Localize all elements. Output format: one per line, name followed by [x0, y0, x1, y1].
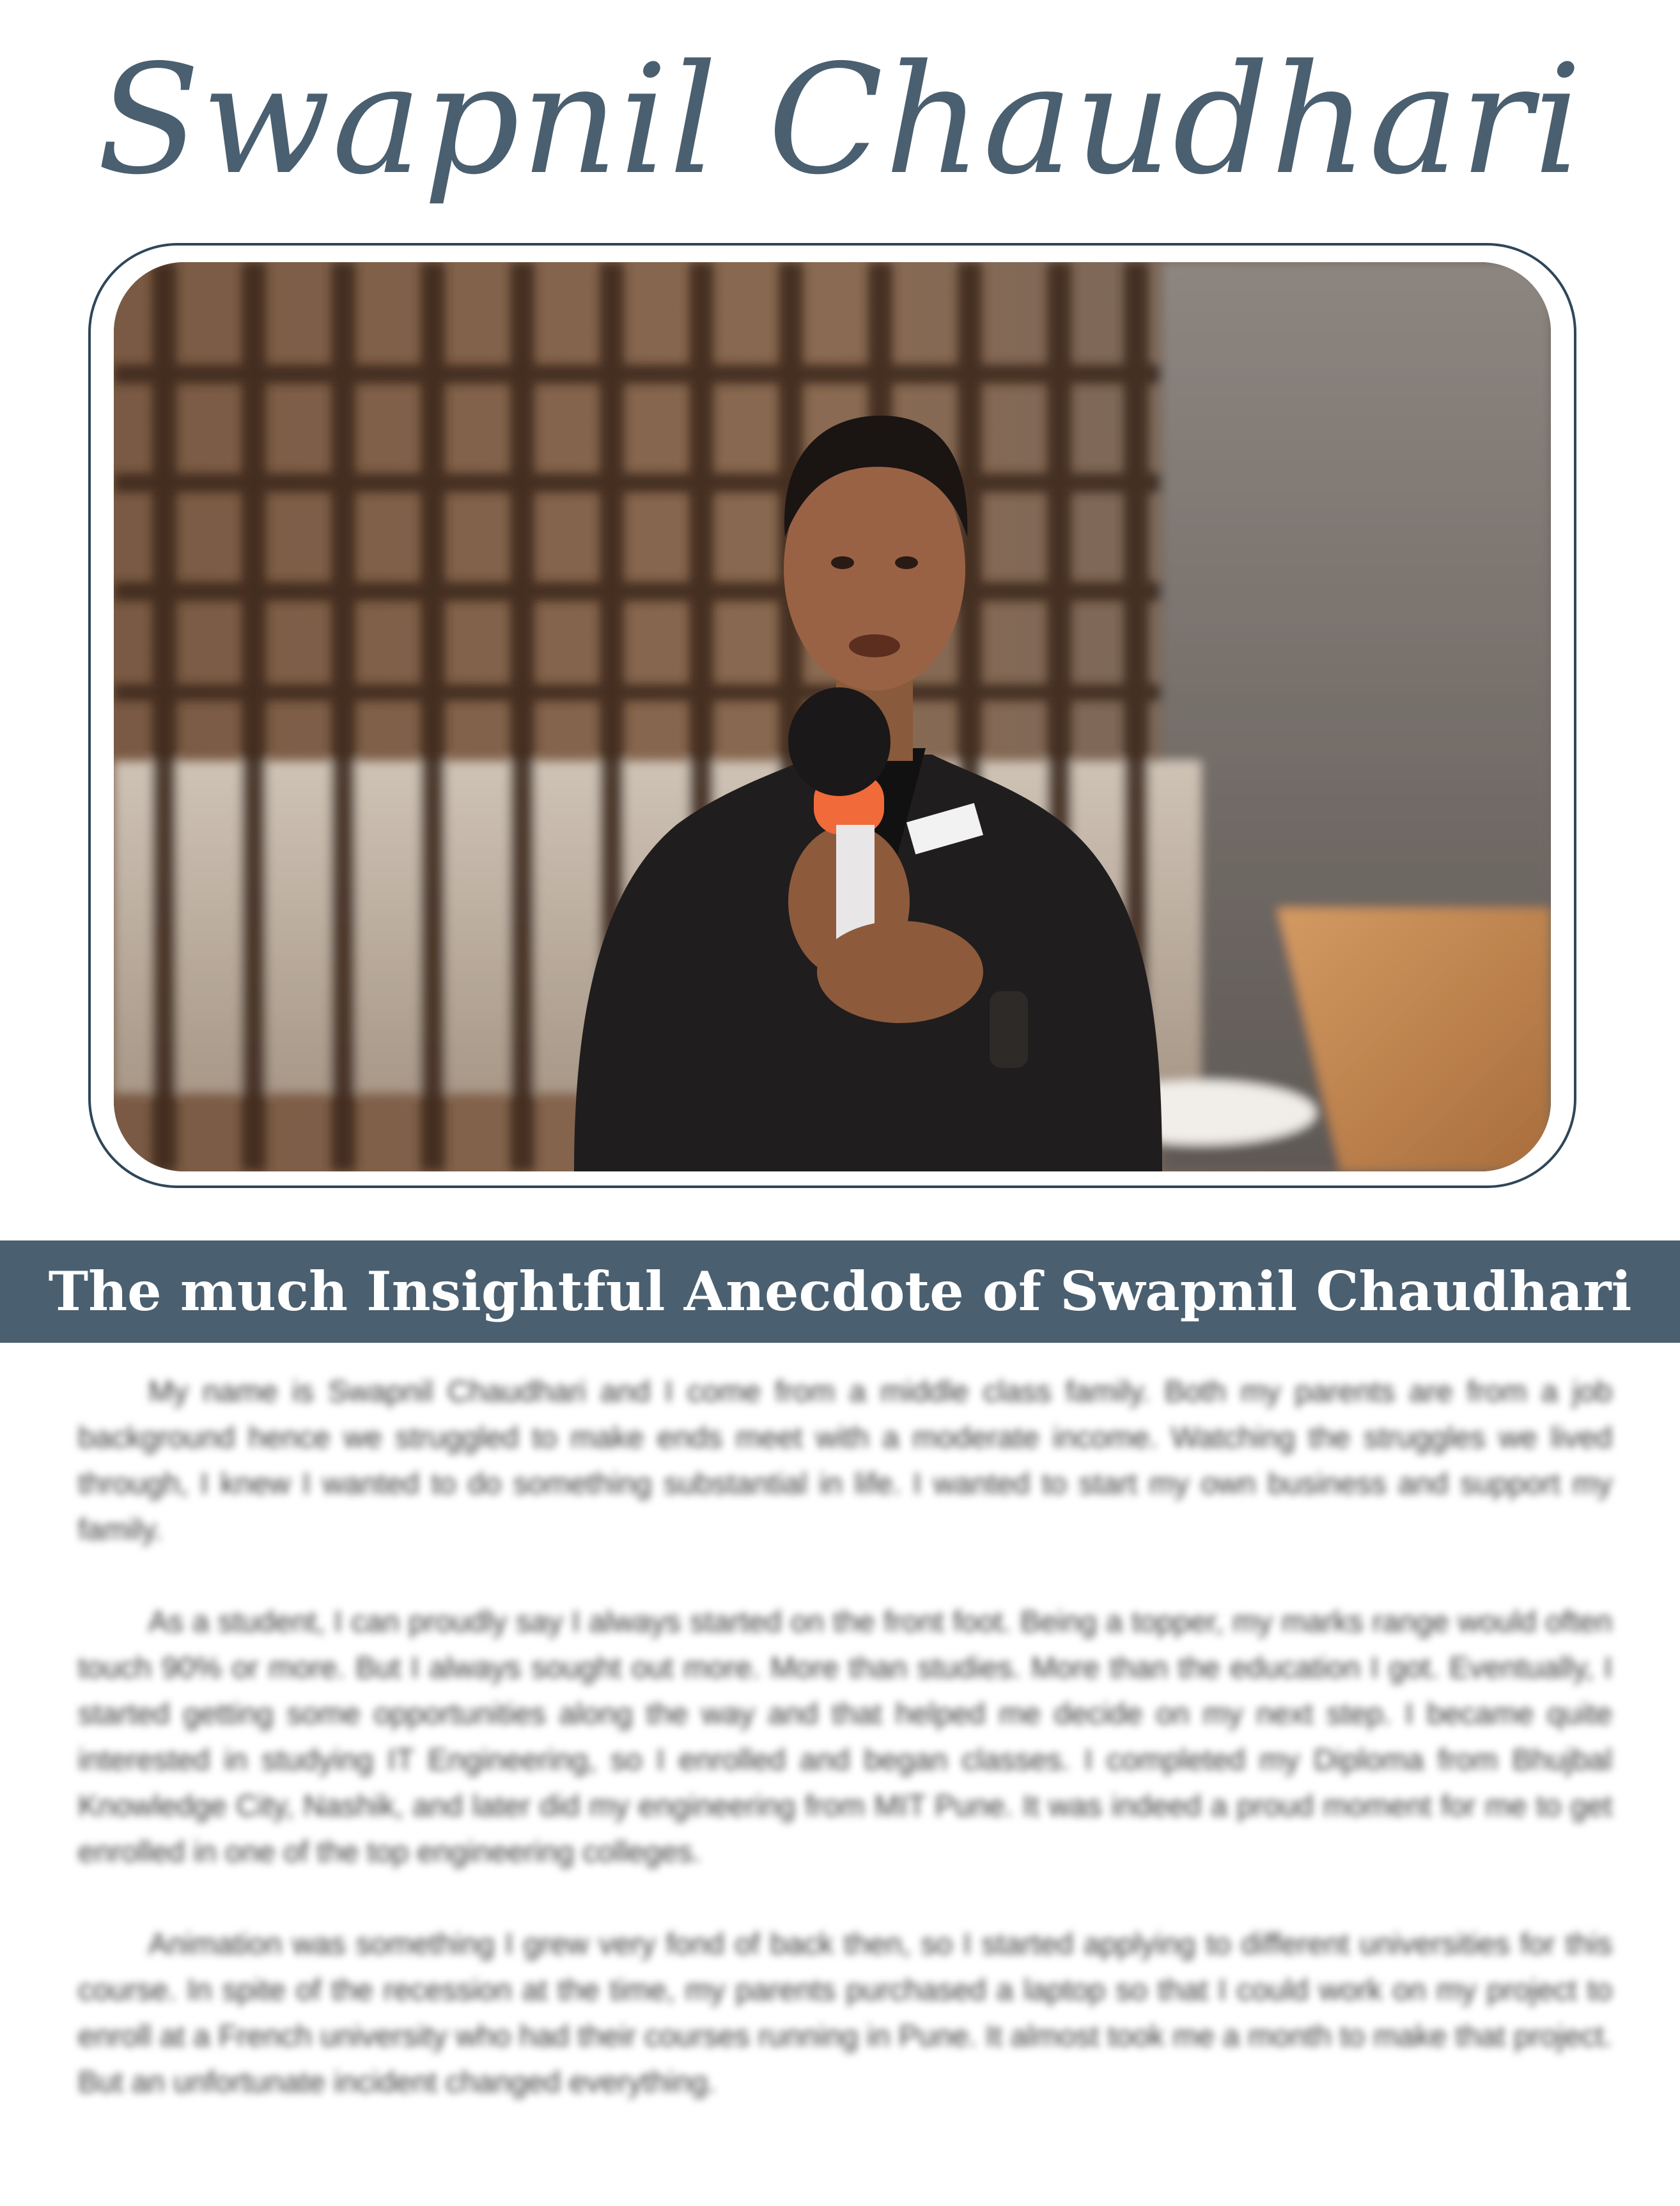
article-paragraph: Animation was something I grew very fond of back then, so I started applying to different universities for this course. In spite of the recession at the time, my parents purchased a laptop so that I could work on my project to enroll at a French university who had their courses running in Pune. It almost took me a month to make that project. But an unfortunate incident changed everything.: [78, 1927, 1612, 2099]
page-title: Swapnil Chaudhari: [97, 32, 1583, 208]
section-heading: The much Insightful Anecdote of Swapnil Chaudhari: [48, 1260, 1632, 1323]
article-paragraph: As a student, I can proudly say I always started on the front foot. Being a topper, my marks range would often touch 90% or more. But I always sought out more. More than studies. More than the education I got. Eventually, I started getting some opportunities along the way and that helped me decide on my next step. I became quite interested in studying IT Engineering, so I enrolled and began classes. I completed my Diploma from Bhujbal Knowledge City, Nashik, and later did my engineering from MIT Pune. It was indeed a proud moment for me to get enrolled in one of the top engineering colleges.: [78, 1604, 1612, 1868]
article-paragraph: My name is Swapnil Chaudhari and I come from a middle class family. Both my parents are from a job background hence we struggled to make ends meet with a moderate income. Watching the struggles we lived through, I knew I wanted to do something substantial in life. I wanted to start my own business and support my family.: [78, 1374, 1612, 1546]
article-body: [78, 1368, 1612, 2151]
section-banner: [0, 1240, 1680, 1343]
speaker-photo: [114, 262, 1551, 1171]
photo-frame: [88, 243, 1576, 1188]
